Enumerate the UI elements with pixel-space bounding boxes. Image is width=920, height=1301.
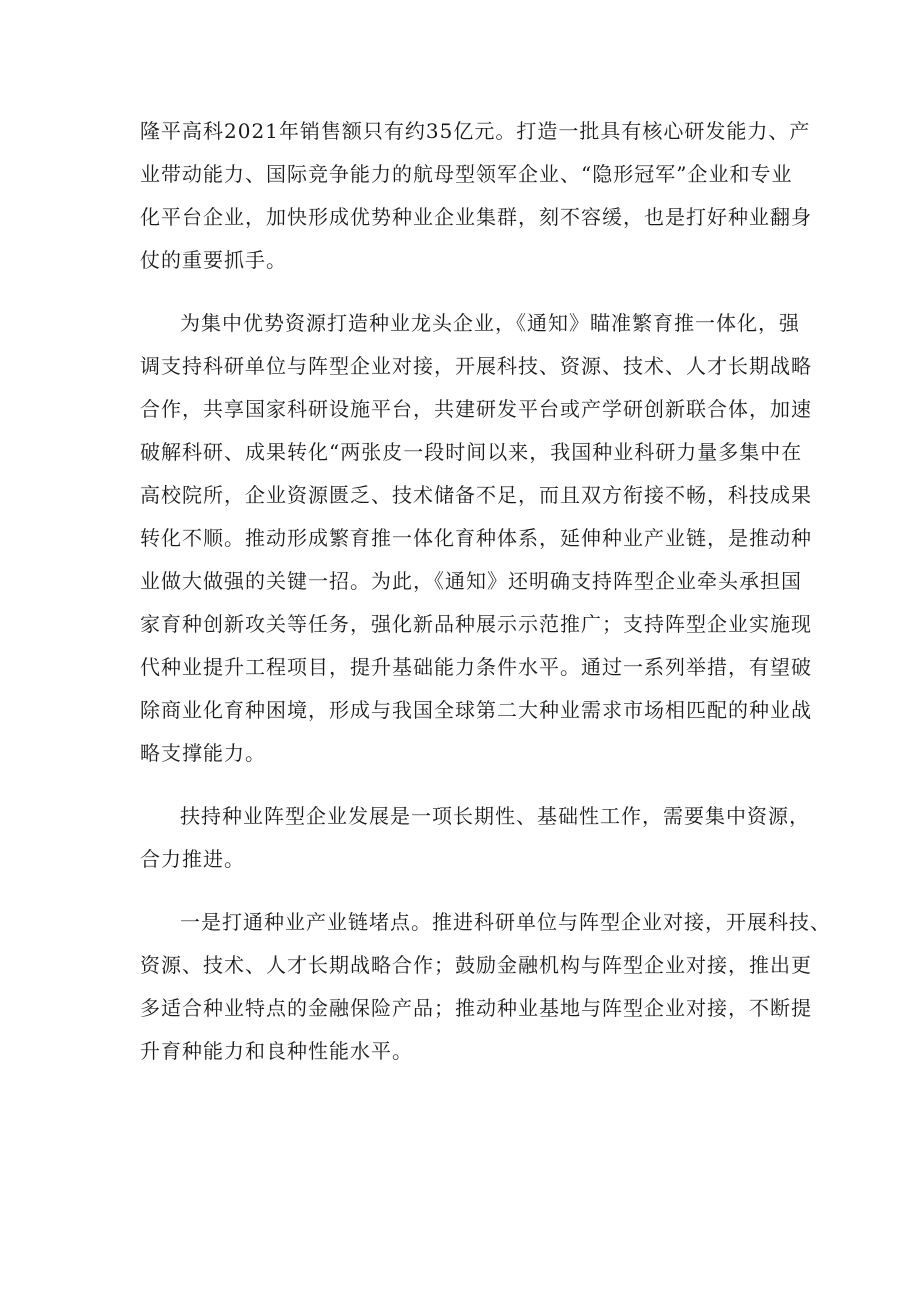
text-line: 破解科研、成果转化“两张皮一段时间以来，我国种业科研力量多集中在 [140, 440, 803, 464]
text-line: 化平台企业，加快形成优势种业企业集群，刻不容缓，也是打好种业翻身 [140, 205, 812, 229]
text-line: 仗的重要抓手。 [140, 248, 287, 272]
paragraph-1 [140, 110, 812, 282]
text-line: 略支撑能力。 [140, 741, 266, 765]
text-line: 合力推进。 [140, 847, 245, 871]
paragraph-3 [140, 795, 810, 881]
text-line: 高校院所，企业资源匮乏、技术储备不足，而且双方衔接不畅，科技成果 [140, 483, 812, 507]
text-line: 隆平高科2021年销售额只有约35亿元。打造一批具有核心研发能力、产 [140, 119, 811, 143]
text-line: 扶持种业阵型企业发展是一项长期性、基础性工作，需要集中资源， [180, 804, 810, 828]
text-line: 转化不顺。推动形成繁育推一体化育种体系，延伸种业产业链，是推动种 [140, 526, 812, 550]
text-line: 除商业化育种困境，形成与我国全球第二大种业需求市场相匹配的种业战 [140, 698, 812, 722]
text-line: 业做大做强的关键一招。为此，《通知》还明确支持阵型企业牵头承担国 [140, 569, 802, 593]
text-line: 代种业提升工程项目，提升基础能力条件水平。通过一系列举措，有望破 [140, 655, 812, 679]
text-line: 多适合种业特点的金融保险产品；推动种业基地与阵型企业对接，不断提 [140, 996, 812, 1020]
text-line: 一是打通种业产业链堵点。推进科研单位与阵型企业对接，开展科技、 [180, 910, 831, 934]
text-line: 调支持科研单位与阵型企业对接，开展科技、资源、技术、人才长期战略 [140, 354, 812, 378]
text-line: 资源、技术、人才长期战略合作；鼓励金融机构与阵型企业对接，推出更 [140, 953, 812, 977]
text-line: 业带动能力、国际竞争能力的航母型领军企业、“隐形冠军”企业和专业 [140, 162, 793, 186]
text-line: 家育种创新攻关等任务，强化新品种展示示范推广；支持阵型企业实施现 [140, 612, 812, 636]
text-line: 合作，共享国家科研设施平台，共建研发平台或产学研创新联合体，加速 [140, 397, 812, 421]
text-line: 为集中优势资源打造种业龙头企业，《通知》瞄准繁育推一体化，强 [180, 311, 800, 335]
text-line: 升育种能力和良种性能水平。 [140, 1039, 413, 1063]
paragraph-2 [140, 302, 812, 775]
document-page [140, 110, 831, 1093]
paragraph-4 [140, 901, 831, 1073]
